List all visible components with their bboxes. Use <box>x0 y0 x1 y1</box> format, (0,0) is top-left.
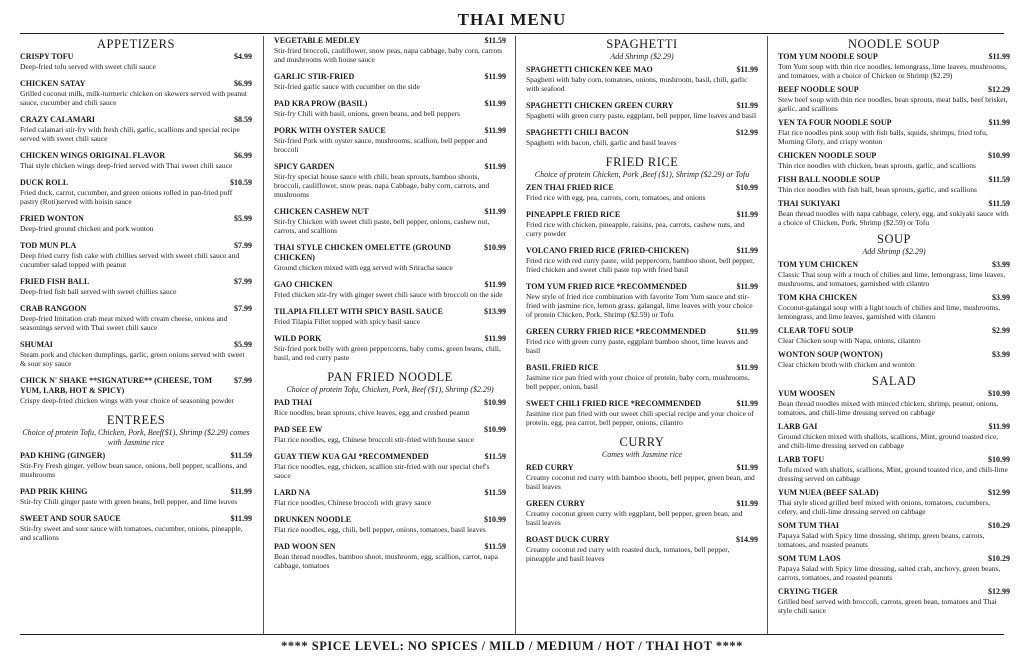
menu-item-description: Stir-fry sweet and sour sauce with tomatoes, cucumber, onions, pineapple, and scallions <box>20 524 243 542</box>
menu-item-name: PAD SEE EW <box>274 425 323 434</box>
menu-item-description: Spaghetti with green curry paste, eggplant, bell pepper, lime leaves and basil <box>526 111 757 120</box>
menu-item-price: $8.59 <box>234 115 252 124</box>
menu-item-price: $11.99 <box>736 327 758 336</box>
column-divider <box>767 36 768 634</box>
menu-item <box>20 277 252 296</box>
menu-item <box>778 175 1010 194</box>
menu-item-name: SWEET CHILI FRIED RICE *RECOMMENDED <box>526 399 701 408</box>
menu-item-price: $3.99 <box>992 260 1010 269</box>
menu-item-name: CRYING TIGER <box>778 587 838 596</box>
menu-item <box>274 207 506 235</box>
menu-item-price: $11.99 <box>484 162 506 171</box>
menu-item <box>526 535 758 563</box>
menu-item-description: Creamy coconut red curry with bamboo shoots, bell pepper, green bean, and basil leaves <box>526 473 755 491</box>
menu-column-1 <box>20 36 252 550</box>
menu-item-price: $11.99 <box>484 280 506 289</box>
menu-item-price: $12.99 <box>736 128 758 137</box>
menu-item <box>274 488 506 507</box>
menu-item-name: SOM TUM LAOS <box>778 554 841 563</box>
menu-item-price: $11.99 <box>736 363 758 372</box>
section-note: Comes with Jasmine rice <box>601 450 683 459</box>
menu-item-name: CRISPY TOFU <box>20 52 74 61</box>
menu-item-price: $10.99 <box>484 425 506 434</box>
menu-item-description: Bean thread noodles mixed with minced chicken, shrimp, peanut, onions, tomatoes, and chili-lime dressing served on cabbage <box>778 399 999 417</box>
menu-item-description: Classic Thai soup with a touch of chilies and lime, lemongrass, lime leaves, mushrooms, and tomatoes, garnished with cilantro <box>778 270 1006 288</box>
section-note: Choice of protein Tofu, Chicken, Pork, Beef($1), Shrimp ($2.29) comes with Jasmine rice <box>22 428 250 447</box>
menu-item-name: SHUMAI <box>20 340 53 349</box>
menu-item-price: $10.99 <box>736 183 758 192</box>
menu-item-name: TILAPIA FILLET WITH SPICY BASIL SAUCE <box>274 307 444 316</box>
column-divider <box>515 36 516 634</box>
menu-item-price: $12.29 <box>988 85 1010 94</box>
menu-item-price: $11.99 <box>736 282 758 291</box>
menu-item-description: Creamy coconut red curry with roasted duck, tomatoes, bell pepper, pineapple and basil leaves <box>526 545 730 563</box>
section-heading: SALAD <box>871 374 917 388</box>
menu-item-name: TOM YUM CHICKEN <box>778 260 858 269</box>
menu-item-description: Thai style chicken wings deep-fried served with Thai sweet chili sauce <box>20 161 233 170</box>
section-heading: APPETIZERS <box>97 37 175 51</box>
menu-item-description: Spaghetti with baby corn, tomatoes, onions, mushroom, basil, chili, garlic with seafood <box>526 75 748 93</box>
menu-item-name: FRIED FISH BALL <box>20 277 90 286</box>
menu-item-price: $3.99 <box>992 350 1010 359</box>
menu-item-description: Stir-fry Chili ginger paste with green beans, bell pepper, and lime leaves <box>20 497 238 506</box>
section-note: Add Shrimp ($2.29) <box>610 52 674 61</box>
menu-item-description: Tom Yum soup with thin rice noodles, lemongrass, lime leaves, mushrooms, and tomatoes, with a choice of Chicken or Shrimp ($2.29) <box>778 62 1007 80</box>
menu-item <box>526 101 758 120</box>
menu-item-name: PINEAPPLE FRIED RICE <box>526 210 621 219</box>
menu-item-description: Fried chicken stir-fry with ginger sweet chili sauce with broccoli on the side <box>274 290 503 299</box>
menu-item <box>274 280 506 299</box>
menu-item <box>20 304 252 332</box>
spice-level-footer: **** SPICE LEVEL: NO SPICES / MILD / MEDIUM / HOT / THAI HOT **** <box>281 639 743 653</box>
menu-item <box>778 389 1010 417</box>
menu-item-description: Clear Chicken soup with Napa, onions, cilantro <box>778 336 921 345</box>
menu-item-name: TOM YUM FRIED RICE *RECOMMENDED <box>526 282 687 291</box>
section-heading: NOODLE SOUP <box>848 37 940 51</box>
menu-item-description: Thai style sliced grilled beef mixed with onions, tomatoes, cucumbers, celery, and chili-lime dressing served on cabbage <box>778 498 991 516</box>
menu-item <box>274 72 506 91</box>
menu-item-name: FRIED WONTON <box>20 214 84 223</box>
menu-item-price: $11.59 <box>230 451 252 460</box>
menu-item <box>778 151 1010 170</box>
menu-item-price: $11.99 <box>736 101 758 110</box>
menu-item-name: LARD NA <box>274 488 311 497</box>
menu-item-price: $11.59 <box>988 199 1010 208</box>
menu-item <box>526 327 758 355</box>
menu-item-description: Papaya Salad with Spicy lime dressing, salted crab, anchovy, green beans, carrots, tomatoes, and roasted peanuts <box>778 564 1001 582</box>
menu-item <box>778 488 1010 516</box>
menu-item-price: $11.59 <box>484 36 506 45</box>
menu-item-price: $11.99 <box>484 334 506 343</box>
menu-item <box>778 199 1010 227</box>
menu-item-name: TOM YUM NOODLE SOUP <box>778 52 878 61</box>
menu-item-name: PAD KHING (GINGER) <box>20 451 106 460</box>
menu-title: THAI MENU <box>457 10 567 29</box>
menu-item-price: $11.99 <box>230 514 252 523</box>
menu-item-name: YEN TA FOUR NOODLE SOUP <box>778 118 892 127</box>
menu-item <box>526 399 758 427</box>
menu-item <box>20 151 252 170</box>
menu-item-name: LARB TOFU <box>778 455 825 464</box>
menu-item <box>274 334 506 362</box>
menu-item-description: Creamy coconut green curry with eggplant, bell pepper, green bean, and basil leaves <box>526 509 743 527</box>
menu-item-name: ZEN THAI FRIED RICE <box>526 183 614 192</box>
menu-item-name: THAI STYLE CHICKEN OMELETTE (GROUND CHICKEN) <box>274 243 451 262</box>
menu-item-description: Flat rice noodles, egg, chili, bell pepper, onions, tomatoes, basil leaves <box>274 525 486 534</box>
menu-item-description: Ground chicken mixed with egg served with Sriracha sauce <box>274 263 453 272</box>
menu-item <box>526 282 758 319</box>
menu-item-price: $11.99 <box>736 65 758 74</box>
section-heading: PAN FRIED NOODLE <box>327 370 453 384</box>
menu-item <box>778 260 1010 288</box>
menu-item-description: Jasmine rice pan fried with our sweet chili special recipe and your choice of protein, egg, pea carrot, bell pepper, onions, cilantro <box>526 409 755 427</box>
menu-item-description: Fried rice with egg, pea, carrots, corn, tomatoes, and onions <box>526 193 706 202</box>
menu-item-description: Stir-fry Chicken with sweet chili paste, bell pepper, onions, cashew nut, carrots, and scallions <box>274 217 490 235</box>
menu-item-description: Deep-fried fish ball served with sweet chillies sauce <box>20 287 177 296</box>
menu-item-price: $4.99 <box>234 52 252 61</box>
menu-item-description: Thin rice noodles with chicken, bean sprouts, garlic, and scallions <box>778 161 976 170</box>
menu-item-price: $6.99 <box>234 79 252 88</box>
menu-item-name: GREEN CURRY <box>526 499 586 508</box>
menu-item-price: $10.99 <box>988 389 1010 398</box>
menu-item-price: $11.59 <box>988 175 1010 184</box>
menu-item <box>526 128 758 147</box>
menu-item-name: FISH BALL NOODLE SOUP <box>778 175 881 184</box>
menu-item-name: GUAY TIEW KUA GAI *RECOMMENDED <box>274 452 429 461</box>
menu-item-price: $11.99 <box>230 487 252 496</box>
menu-item-price: $11.99 <box>736 246 758 255</box>
menu-item-description: Grilled beef served with broccoli, carrots, green bean, tomatoes and Thai style chili sauce <box>778 597 997 615</box>
menu-item-name: DRUNKEN NOODLE <box>274 515 352 524</box>
menu-item-description: Fried duck, carrot, cucumber, and green onions rolled in pan-fried puff pastry (Roti)served with hoisin sauce <box>20 188 233 206</box>
menu-item-description: Stir-fried pork belly with green peppercorns, baby corns, green beans, chili, basil, and red curry paste <box>274 344 501 362</box>
menu-item-name: PAD WOON SEN <box>274 542 336 551</box>
menu-item-name: GREEN CURRY FRIED RICE *RECOMMENDED <box>526 327 706 336</box>
column-divider <box>263 36 264 634</box>
menu-item-name: CHICKEN CASHEW NUT <box>274 207 369 216</box>
menu-item <box>526 65 758 93</box>
menu-item-price: $11.99 <box>736 210 758 219</box>
menu-item-price: $10.59 <box>230 178 252 187</box>
menu-item-description: Bean thread noodles, bamboo shoot, mushroom, egg, scallion, carrot, napa cabbage, tomatoes <box>274 552 498 570</box>
menu-item-description: Clear chicken broth with chicken and wonton <box>778 360 915 369</box>
menu-item <box>778 587 1010 615</box>
menu-item-price: $11.59 <box>484 542 506 551</box>
menu-item-description: Deep-fried Imitation crab meat mixed with cream cheese, onions and seasonings served with Thai sweet chili sauce <box>20 314 228 332</box>
menu-item <box>20 214 252 233</box>
menu-item-name: GARLIC STIR-FRIED <box>274 72 355 81</box>
menu-item-description: Spaghetti with bacon, chili, garlic and basil leaves <box>526 138 677 147</box>
menu-item-name: PAD KRA PROW (BASIL) <box>274 99 368 108</box>
title-divider <box>20 33 1004 34</box>
menu-item-description: Grilled coconut milk, milk-turmeric chicken on skewers served with peanut sauce, cucumber and chili sauce <box>20 89 248 107</box>
menu-item-name: CLEAR TOFU SOUP <box>778 326 854 335</box>
menu-item-description: Fried rice with chicken, pineapple, raisins, pea, carrots, cashew nuts, and curry powder <box>526 220 745 238</box>
menu-item <box>20 340 252 368</box>
menu-item-description: Jasmine rice pan fried with your choice of protein, baby corn, mushrooms, bell pepper, onion, basil <box>526 373 750 391</box>
menu-item <box>778 52 1010 80</box>
menu-item-description: Bean thread noodles with napa cabbage, celery, egg, and sukiyaki sauce with a choice of Chicken, Pork, Shrimp ($2.59) or Tofu <box>778 209 1009 227</box>
menu-item <box>274 36 506 64</box>
menu-item <box>274 542 506 570</box>
menu-item-price: $11.99 <box>736 463 758 472</box>
section-heading: SOUP <box>877 232 911 246</box>
menu-item-description: Fried Tilapia Fillet topped with spicy basil sauce <box>274 317 421 326</box>
menu-item <box>20 451 252 479</box>
menu-item-description: Stir-fried garlic sauce with cucumber on the side <box>274 82 420 91</box>
menu-item-price: $10.99 <box>484 398 506 407</box>
menu-item-name: VOLCANO FRIED RICE (FRIED-CHICKEN) <box>526 246 689 255</box>
menu-item-name: SPAGHETTI CHICKEN KEE MAO <box>526 65 653 74</box>
menu-item-price: $10.99 <box>484 515 506 524</box>
menu-item <box>274 515 506 534</box>
menu-item <box>274 243 506 272</box>
menu-item-name: CRAB RANGOON <box>20 304 87 313</box>
menu-item-description: Crispy deep-fried chicken wings with your choice of seasoning powder <box>20 396 234 405</box>
menu-item-name: SPAGHETTI CHICKEN GREEN CURRY <box>526 101 674 110</box>
menu-item-description: Rice noodles, bean sprouts, chive leaves, egg and crushed peanut <box>274 408 470 417</box>
menu-item-name: BASIL FRIED RICE <box>526 363 599 372</box>
menu-item-description: Steam pork and chicken dumplings, garlic, green onions served with sweet & sour soy sauce <box>20 350 245 368</box>
menu-item-price: $10.29 <box>988 554 1010 563</box>
menu-item <box>274 398 506 417</box>
section-heading: ENTREES <box>106 413 166 427</box>
menu-item <box>20 115 252 143</box>
footer-divider <box>20 634 1004 635</box>
menu-item-description: Deep fried curry fish cake with chillies served with sweet chili sauce and cucumber salad topped with peanut <box>20 251 240 269</box>
menu-item-price: $5.99 <box>234 340 252 349</box>
menu-item <box>778 350 1010 369</box>
menu-item-name: WONTON SOUP (WONTON) <box>778 350 883 359</box>
menu-item-description: Stir-fry Chili with basil, onions, green beans, and bell peppers <box>274 109 461 118</box>
menu-item-price: $11.99 <box>484 126 506 135</box>
menu-item-description: Stir-fried broccoli, cauliflower, snow peas, napa cabbage, baby corn, carrots and mushrooms with house sauce <box>274 46 503 64</box>
menu-item-description: Stir-fried Pork with oyster sauce, mushrooms, scallion, bell pepper and broccoli <box>274 136 488 154</box>
menu-item-name: THAI SUKIYAKI <box>778 199 841 208</box>
menu-item-name: PORK WITH OYSTER SAUCE <box>274 126 386 135</box>
menu-item-price: $13.99 <box>484 307 506 316</box>
menu-item-price: $10.99 <box>988 455 1010 464</box>
menu-item-name: SPAGHETTI CHILI BACON <box>526 128 629 137</box>
menu-item <box>526 210 758 238</box>
menu-item-price: $11.99 <box>736 399 758 408</box>
menu-item-name: VEGETABLE MEDLEY <box>274 36 361 45</box>
menu-item <box>778 326 1010 345</box>
menu-item <box>20 376 252 405</box>
menu-item <box>778 455 1010 483</box>
menu-item-price: $11.99 <box>988 52 1010 61</box>
menu-item-name: TOM KHA CHICKEN <box>778 293 857 302</box>
menu-item-name: CHICKEN WINGS ORIGINAL FLAVOR <box>20 151 166 160</box>
menu-item-description: Stew beef soup with thin rice noodles, bean sprouts, meat balls, beef brisket, garlic, and scallions <box>778 95 1008 113</box>
section-heading: CURRY <box>619 435 665 449</box>
menu-item-name: YUM NUEA (BEEF SALAD) <box>778 488 879 497</box>
menu-item-price: $5.99 <box>234 214 252 223</box>
menu-item <box>274 99 506 118</box>
menu-item-name: PAD THAI <box>274 398 313 407</box>
menu-item-description: Flat rice noodles, egg, chicken, scallion stir-fried with our special chef's sauce <box>274 462 490 480</box>
menu-item-description: Fried calamari stir-fry with fresh chili, garlic, scallions and special recipe served with sweet chili sauce <box>20 125 240 143</box>
menu-item-name: SOM TUM THAI <box>778 521 840 530</box>
menu-item-price: $3.99 <box>992 293 1010 302</box>
section-note: Add Shrimp ($2.29) <box>862 247 926 256</box>
menu-item-price: $7.99 <box>234 304 252 313</box>
menu-item-description: Flat rice noodles, egg, Chinese broccoli stir-fried with house sauce <box>274 435 475 444</box>
menu-item-price: $14.99 <box>736 535 758 544</box>
menu-item-description: Tofu mixed with shallots, scallions, Mint, ground toasted rice, and chili-lime dressing served on cabbage <box>778 465 1008 483</box>
menu-item <box>274 162 506 199</box>
menu-item <box>274 126 506 154</box>
menu-item-description: New style of fried rice combination with favorite Tom Yum sauce and stir-fried with jasmine rice, lemon grass, galangal, lime leaves with your choice of protein Chicken, Pork, Shrimp ($2.59) or Tofu <box>526 292 753 319</box>
menu-item-description: Thin rice noodles with fish ball, bean sprouts, garlic, and scallions <box>778 185 977 194</box>
menu-item <box>274 307 506 326</box>
menu-item-description: Fried rice with red curry paste, wild peppercorn, bamboo shoot, bell pepper, fried chicken and sweet chili paste top with fried basil <box>526 256 755 274</box>
section-note: Choice of protein Tofu, Chicken, Pork, Beef ($1), Shrimp ($2.29) <box>286 385 494 394</box>
menu-item-description: Deep-fried tofu served with sweet chili sauce <box>20 62 156 71</box>
menu-item-name: WILD PORK <box>274 334 322 343</box>
section-note: Choice of protein Chicken, Pork ,Beef ($1), Shrimp ($2.29) or Tofu <box>534 170 750 179</box>
menu-item <box>526 363 758 391</box>
menu-item-price: $7.99 <box>234 376 252 385</box>
menu-item-description: Stir-fry special house sauce with chili, bean sprouts, bamboo shoots, broccoli, cauliflower, snow peas, napa Cabbage, baby corn, carrots, and mushrooms <box>274 172 490 199</box>
menu-item <box>526 499 758 527</box>
menu-item-name: CHICK N' SHAKE **SIGNATURE** (CHEESE, TOM YUM, LARB, HOT & SPICY) <box>20 376 213 395</box>
menu-item-name: YUM WOOSEN <box>778 389 835 398</box>
menu-item <box>778 118 1010 146</box>
menu-item-name: BEEF NOODLE SOUP <box>778 85 859 94</box>
menu-item-price: $7.99 <box>234 241 252 250</box>
menu-item-price: $7.99 <box>234 277 252 286</box>
menu-item <box>778 554 1010 582</box>
menu-item <box>20 487 252 506</box>
menu-item <box>778 85 1010 113</box>
menu-item-name: CRAZY CALAMARI <box>20 115 96 124</box>
menu-item-name: CHICKEN NOODLE SOUP <box>778 151 877 160</box>
menu-item <box>20 514 252 542</box>
menu-item-description: Fried rice with green curry paste, eggplant bamboo shoot, lime leaves and basil <box>526 337 748 355</box>
menu-item-price: $10.99 <box>988 151 1010 160</box>
menu-item-price: $12.99 <box>988 587 1010 596</box>
menu-item-description: Flat rice noodles, Chinese broccoli with gravy sauce <box>274 498 432 507</box>
menu-item <box>20 241 252 269</box>
section-heading: SPAGHETTI <box>606 37 678 51</box>
menu-item-description: Stir-Fry Fresh ginger, yellow bean sauce, onions, bell pepper, scallions, and mushrooms <box>20 461 247 479</box>
menu-item <box>778 422 1010 450</box>
menu-item-name: RED CURRY <box>526 463 574 472</box>
menu-item-price: $10.99 <box>484 243 506 252</box>
menu-column-4 <box>778 36 1010 620</box>
menu-item-description: Ground chicken mixed with shallots, scallions, Mint, ground toasted rice, and chili-lime dressing served on cabbage <box>778 432 999 450</box>
menu-item-price: $2.99 <box>992 326 1010 335</box>
menu-item-description: Flat rice noodles pink soup with fish balls, squids, shrimps, fried tofu, Morning Glory, and crispy wonton <box>778 128 988 146</box>
menu-item-description: Coconut-galangal soup with a light touch of chilies and lime, mushrooms, lemongrass, and lime leaves, garnished with cilantro <box>778 303 1001 321</box>
menu-item-price: $10.29 <box>988 521 1010 530</box>
menu-item-price: $11.99 <box>484 72 506 81</box>
menu-item <box>526 246 758 274</box>
menu-item-price: $11.59 <box>484 488 506 497</box>
menu-column-2 <box>274 36 506 578</box>
menu-item-price: $6.99 <box>234 151 252 160</box>
menu-item <box>20 52 252 71</box>
menu-item-name: ROAST DUCK CURRY <box>526 535 610 544</box>
menu-item <box>526 463 758 491</box>
menu-item-name: PAD PRIK KHING <box>20 487 88 496</box>
menu-item <box>20 178 252 206</box>
menu-item-name: LARB GAI <box>778 422 818 431</box>
menu-item-price: $11.99 <box>988 118 1010 127</box>
menu-column-3 <box>526 36 758 571</box>
menu-item-price: $11.59 <box>484 452 506 461</box>
menu-item <box>778 521 1010 549</box>
menu-item-name: GAO CHICKEN <box>274 280 333 289</box>
menu-item-name: TOD MUN PLA <box>20 241 77 250</box>
menu-item-name: DUCK ROLL <box>20 178 69 187</box>
menu-item <box>274 425 506 444</box>
menu-item-price: $11.99 <box>484 99 506 108</box>
menu-item-price: $11.99 <box>484 207 506 216</box>
menu-item <box>20 79 252 107</box>
menu-item <box>526 183 758 202</box>
menu-item-price: $12.99 <box>988 488 1010 497</box>
menu-item-description: Deep-fried ground chicken and pork wonton <box>20 224 154 233</box>
menu-item-price: $11.99 <box>988 422 1010 431</box>
menu-item <box>274 452 506 480</box>
menu-item <box>778 293 1010 321</box>
menu-item-name: SWEET AND SOUR SAUCE <box>20 514 121 523</box>
menu-item-price: $11.99 <box>736 499 758 508</box>
menu-item-description: Papaya Salad with Spicy lime dressing, shrimp, green beans, carrots, tomatoes, and roasted peanuts <box>778 531 985 549</box>
section-heading: FRIED RICE <box>605 155 679 169</box>
menu-item-name: SPICY GARDEN <box>274 162 335 171</box>
menu-item-name: CHICKEN SATAY <box>20 79 86 88</box>
